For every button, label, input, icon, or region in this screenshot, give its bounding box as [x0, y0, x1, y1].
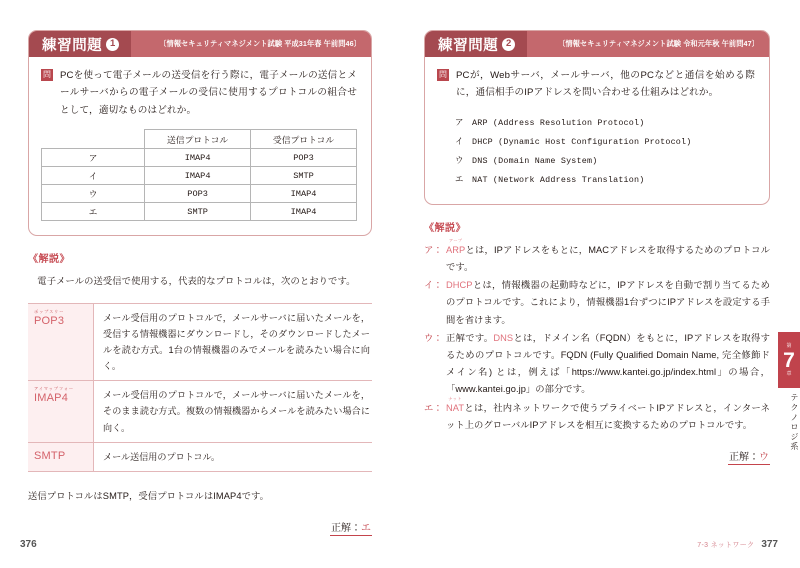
protocol-ruby: ポップスリー	[34, 308, 65, 314]
question-source-1: 〔情報セキュリティマネジメント試験 平成31年春 午前問46〕	[159, 39, 361, 48]
page-number-left: 376	[20, 539, 37, 550]
chapter-chip	[778, 332, 800, 388]
protocol-abbr: SMTP	[34, 449, 66, 462]
answer-left	[28, 519, 372, 536]
table-cell-send: POP3	[145, 185, 251, 203]
table-cell-receive: SMTP	[251, 167, 357, 185]
choice-text: NAT (Network Address Translation)	[472, 174, 645, 185]
question-mark-icon: 問	[43, 70, 51, 79]
question-card-1-header	[29, 31, 371, 57]
table-row	[42, 185, 357, 203]
explanation-label: エ：	[424, 402, 443, 413]
explanation-body	[446, 238, 770, 276]
table-corner-cell	[42, 130, 145, 149]
choice-label: ア	[455, 116, 464, 127]
table-row	[42, 203, 357, 221]
protocol-abbr: POP3	[34, 314, 65, 327]
table-row-label: ア	[42, 149, 145, 167]
table-row-label: エ	[42, 203, 145, 221]
explanation-body	[446, 396, 770, 434]
question-card-2-header	[425, 31, 769, 57]
answer-value: エ	[361, 523, 371, 535]
question-line-2	[437, 67, 755, 102]
keyword-text: ARP	[446, 244, 466, 255]
explanation-list	[424, 238, 770, 434]
question-badge-number: 1	[106, 38, 119, 51]
answer-label: 正解：	[331, 523, 361, 535]
table-cell-receive: IMAP4	[251, 203, 357, 221]
choice-label: エ	[455, 173, 464, 184]
kaisetsu-title-right: 《解説》	[424, 222, 466, 234]
question-badge-2	[425, 31, 527, 57]
explanation-keyword	[446, 238, 466, 255]
answer-left-inner	[330, 519, 372, 536]
kaisetsu-title-left: 《解説》	[28, 254, 70, 266]
kaisetsu-closing-left: 送信プロトコルはSMTP，受信プロトコルはIMAP4です。	[28, 490, 270, 501]
explanation-text: とは，情報機器の起動時などに，IPアドレスを自動で割り当てるためのプロトコルです。これにより，情報機器1台ずつにIPアドレスを設定する手間を省けます。	[446, 280, 770, 325]
protocol-description: メール受信用のプロトコルで，メールサーバに届いたメールを，受信する情報機器にダウンロードし，そのダウンロードしたメールを読む方式。1台の情報機器のみでメールを読みたい場合に向く。	[103, 312, 370, 372]
protocol-abbr: IMAP4	[34, 392, 69, 405]
question-badge-1	[29, 31, 131, 57]
explanation-body	[446, 330, 770, 402]
protocol-name-cell	[28, 442, 94, 471]
question-badge-label: 練習問題	[42, 37, 103, 54]
question-card-2-body	[425, 57, 769, 204]
footer-right	[697, 539, 778, 550]
explanation-body	[446, 277, 770, 329]
answer-right	[424, 448, 770, 465]
answer-label: 正解：	[729, 451, 759, 463]
table-header-row	[42, 130, 357, 149]
table-cell-send: SMTP	[145, 203, 251, 221]
explanation-label: ア：	[424, 244, 443, 255]
answer-right-inner	[728, 448, 770, 465]
answer-value: ウ	[759, 451, 769, 463]
table-cell-receive: POP3	[251, 149, 357, 167]
keyword-ruby: ナット	[448, 396, 462, 402]
table-row	[28, 303, 372, 381]
protocol-ruby: アイマップフォー	[34, 386, 74, 392]
table-cell-send: IMAP4	[145, 149, 251, 167]
choice-text: DHCP (Dynamic Host Configuration Protocol)	[472, 136, 692, 147]
explanation-text: とは，ドメイン名（FQDN）をもとに，IPアドレスを取得するためのプロトコルです。FQDN (Fully Qualified Domain Name, 完全修飾ドメイン名) とは，例えば「https://www.kantei.go.jp/index.html」の場合，「www.kantei.go.jp」の部分です。	[446, 332, 770, 395]
choice-label: イ	[455, 135, 464, 146]
table-row-label: イ	[42, 167, 145, 185]
list-item	[455, 173, 755, 185]
table-cell-send: IMAP4	[145, 167, 251, 185]
explanation-text: とは，IPアドレスをもとに，MACアドレスを取得するためのプロトコルです。	[446, 244, 770, 273]
chapter-number: 7	[783, 348, 795, 372]
question-text-2: PCが，Webサーバ，メールサーバ，他のPCなどと通信を始める際に，通信相手のIPアドレスを問い合わせる仕組みはどれか。	[456, 70, 755, 99]
explanation-text: とは，社内ネットワークで使うプライベートIPアドレスと，インターネット上のグローバルIPアドレスを相互に変換するためのプロトコルです。	[446, 402, 770, 430]
question-card-2	[424, 30, 770, 205]
list-item	[455, 135, 755, 147]
protocol-choice-table	[41, 129, 357, 221]
question-source-2: 〔情報セキュリティマネジメント試験 令和元年秋 午前問47〕	[558, 39, 759, 48]
protocol-name-cell	[28, 303, 94, 381]
table-row	[28, 381, 372, 443]
keyword-text: DHCP	[446, 280, 473, 291]
list-item	[455, 154, 755, 166]
answer-choice-list	[455, 116, 755, 185]
list-item	[424, 277, 770, 329]
protocol-description: メール受信用のプロトコルで，メールサーバに届いたメールを，そのまま読む方式。複数の情報機器からメールを読みたい場合に向く。	[103, 390, 370, 433]
table-row	[28, 442, 372, 471]
question-card-1-body	[29, 57, 371, 235]
table-row	[42, 149, 357, 167]
choice-text: ARP (Address Resolution Protocol)	[472, 117, 645, 128]
explanation-label: イ：	[424, 280, 443, 291]
page-number-right: 377	[761, 539, 778, 550]
table-row	[42, 167, 357, 185]
chapter-title: テクノロジ系	[790, 393, 799, 452]
explanation-label: ウ：	[424, 332, 443, 343]
table-header-receive: 受信プロトコル	[251, 130, 357, 149]
explanation-keyword	[446, 396, 465, 413]
question-line-1	[41, 67, 357, 119]
page-right	[400, 0, 800, 568]
question-card-1	[28, 30, 372, 236]
keyword-text: NAT	[446, 402, 465, 413]
protocol-name-cell	[28, 381, 94, 443]
keyword-text: DNS	[493, 332, 514, 343]
list-item	[424, 396, 770, 434]
keyword-ruby: アープ	[448, 238, 463, 244]
explanation-prefix: 正解です。	[446, 332, 494, 343]
list-item	[455, 116, 755, 128]
table-row-label: ウ	[42, 185, 145, 203]
chapter-prefix: 第	[786, 342, 792, 349]
explanation-keyword	[493, 333, 513, 343]
question-badge-label: 練習問題	[438, 37, 499, 54]
table-header-send: 送信プロトコル	[145, 130, 251, 149]
protocol-description: メール送信用のプロトコル。	[103, 451, 220, 462]
protocol-description-table	[28, 303, 372, 472]
chapter-suffix: 章	[786, 370, 792, 377]
footer-section-label: 7-3 ネットワーク	[697, 542, 755, 549]
list-item	[424, 238, 770, 276]
kaisetsu-intro-left: 電子メールの送受信で使用する，代表的なプロトコルは，次のとおりです。	[37, 276, 356, 287]
chapter-side-tab[interactable]	[778, 332, 800, 452]
list-item	[424, 330, 770, 402]
question-text-1: PCを使って電子メールの送受信を行う際に，電子メールの送信とメールサーバからの電子メールの受信に使用するプロトコルの組合せとして，適切なものはどれか。	[60, 70, 357, 116]
question-badge-number: 2	[502, 38, 515, 51]
question-mark-icon: 問	[439, 70, 447, 79]
choice-label: ウ	[455, 154, 464, 165]
table-cell-receive: IMAP4	[251, 185, 357, 203]
choice-text: DNS (Domain Name System)	[472, 155, 598, 166]
explanation-keyword	[446, 280, 473, 290]
